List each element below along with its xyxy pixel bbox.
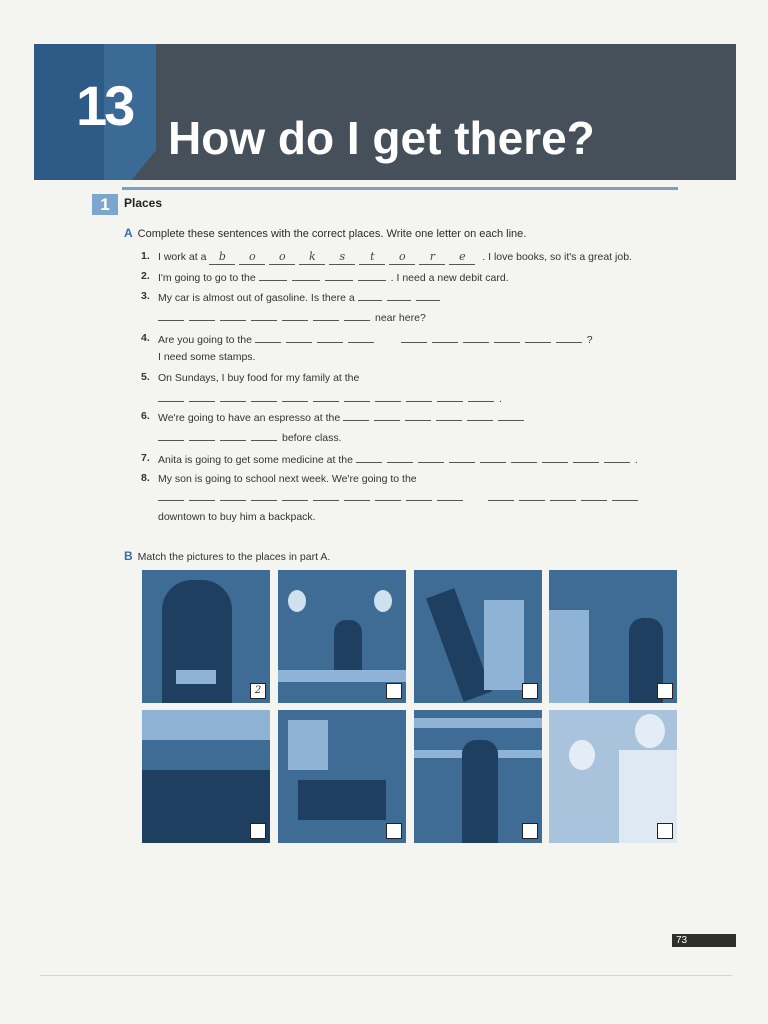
- question-number: 4.: [141, 332, 150, 344]
- part-b-instruction: [124, 549, 330, 563]
- question-7: [158, 452, 638, 467]
- photo-detail: [484, 600, 524, 690]
- photo-post-office: [278, 710, 406, 843]
- answer-blank[interactable]: [437, 391, 463, 402]
- question-6-line-2: [158, 430, 342, 445]
- answer-blank[interactable]: [282, 490, 308, 501]
- question-4-line-2: I need some stamps.: [158, 351, 256, 363]
- photo-detail: [414, 718, 542, 728]
- answer-blank[interactable]: [519, 490, 545, 501]
- answer-blank[interactable]: [374, 410, 400, 421]
- answer-letter[interactable]: o: [269, 250, 295, 265]
- answer-blank[interactable]: [406, 490, 432, 501]
- answer-blank[interactable]: [158, 490, 184, 501]
- question-text-after: before class.: [282, 432, 342, 444]
- answer-blank[interactable]: [313, 391, 339, 402]
- question-text: Are you going to the: [158, 334, 252, 346]
- question-number: 6.: [141, 410, 150, 422]
- question-8: My son is going to school next week. We're going to the: [158, 473, 417, 485]
- answer-box[interactable]: [657, 683, 673, 699]
- answer-blank[interactable]: [251, 391, 277, 402]
- section-number: 1: [92, 194, 118, 215]
- question-1: [158, 250, 632, 265]
- answer-blank[interactable]: [251, 310, 277, 321]
- answer-blank[interactable]: [189, 391, 215, 402]
- photo-detail: [426, 588, 492, 702]
- answer-blank[interactable]: [282, 391, 308, 402]
- answer-blank[interactable]: [313, 490, 339, 501]
- question-text-after: . I love books, so it's a great job.: [482, 251, 632, 263]
- photo-bookstore: [549, 570, 677, 703]
- answer-box[interactable]: [386, 683, 402, 699]
- question-6: [158, 410, 529, 425]
- answer-blank[interactable]: [356, 452, 382, 463]
- question-5: On Sundays, I buy food for my family at the: [158, 372, 360, 384]
- question-number: 3.: [141, 290, 150, 302]
- answer-blank[interactable]: [556, 332, 582, 343]
- answer-blank[interactable]: [375, 490, 401, 501]
- answer-blank[interactable]: [550, 490, 576, 501]
- question-text: My car is almost out of gasoline. Is there a: [158, 292, 355, 304]
- answer-blank[interactable]: [387, 452, 413, 463]
- answer-blank[interactable]: [432, 332, 458, 343]
- photo-figure: [462, 740, 498, 843]
- answer-box[interactable]: [522, 683, 538, 699]
- answer-blank[interactable]: [344, 490, 370, 501]
- answer-blanks[interactable]: [209, 251, 482, 263]
- question-8-line-3: downtown to buy him a backpack.: [158, 511, 316, 523]
- question-number: 2.: [141, 270, 150, 282]
- answer-blank[interactable]: [406, 391, 432, 402]
- answer-letter[interactable]: e: [449, 250, 475, 265]
- answer-box[interactable]: [250, 823, 266, 839]
- photo-detail: [176, 670, 216, 684]
- answer-blank[interactable]: [525, 332, 551, 343]
- part-b-instruction-text: Match the pictures to the places in part A.: [137, 551, 331, 563]
- answer-blank[interactable]: [358, 270, 386, 281]
- photo-pharmacy: [549, 710, 677, 843]
- photo-figure: [569, 740, 595, 770]
- photo-detail: [549, 610, 589, 703]
- answer-letter[interactable]: k: [299, 250, 325, 265]
- answer-box[interactable]: [522, 823, 538, 839]
- photo-coffee-shop: [278, 570, 406, 703]
- answer-blank[interactable]: [259, 270, 287, 281]
- answer-blank[interactable]: [488, 490, 514, 501]
- unit-number: 13: [76, 74, 133, 137]
- question-text-after: . I need a new debit card.: [390, 272, 509, 284]
- answer-blank[interactable]: [604, 452, 630, 463]
- answer-blank[interactable]: [317, 332, 343, 343]
- answer-letter[interactable]: o: [239, 250, 265, 265]
- answer-blank[interactable]: [387, 290, 411, 301]
- part-a-label: A: [124, 226, 133, 240]
- answer-blank[interactable]: [189, 490, 215, 501]
- part-a-instruction-text: Complete these sentences with the correct places. Write one letter on each line.: [137, 228, 527, 240]
- answer-blank[interactable]: [189, 430, 215, 441]
- bottom-rule: [40, 975, 732, 976]
- question-8-line-2: [158, 490, 643, 505]
- answer-blank[interactable]: [449, 452, 475, 463]
- answer-blank[interactable]: [189, 310, 215, 321]
- answer-box[interactable]: [657, 823, 673, 839]
- answer-blank[interactable]: [313, 310, 339, 321]
- answer-blank[interactable]: [436, 410, 462, 421]
- photo-detail: [142, 710, 270, 740]
- answer-blank[interactable]: [220, 391, 246, 402]
- photo-figure: [334, 620, 362, 670]
- question-text: I'm going to go to the: [158, 272, 256, 284]
- answer-letter[interactable]: r: [419, 250, 445, 265]
- answer-blank[interactable]: [542, 452, 568, 463]
- question-4: [158, 332, 593, 347]
- photo-figure: [635, 714, 665, 748]
- answer-blank[interactable]: [480, 452, 506, 463]
- answer-blank[interactable]: [282, 310, 308, 321]
- answer-blank[interactable]: [494, 332, 520, 343]
- page-number: 73: [672, 934, 736, 947]
- answer-blank[interactable]: [220, 310, 246, 321]
- question-text-after: .: [499, 393, 502, 405]
- answer-blank[interactable]: [581, 490, 607, 501]
- question-3: [158, 290, 445, 305]
- answer-blank[interactable]: [405, 410, 431, 421]
- answer-box[interactable]: [386, 823, 402, 839]
- photo-figure: [162, 580, 232, 703]
- unit-title: How do I get there?: [168, 112, 595, 164]
- part-b-label: B: [124, 549, 133, 563]
- answer-blank[interactable]: [358, 290, 382, 301]
- answer-blank[interactable]: [344, 391, 370, 402]
- answer-blank[interactable]: [498, 410, 524, 421]
- answer-blank[interactable]: [437, 490, 463, 501]
- answer-letter[interactable]: o: [389, 250, 415, 265]
- question-text-after: ?: [586, 334, 593, 346]
- answer-blank[interactable]: [467, 410, 493, 421]
- question-number: 8.: [141, 472, 150, 484]
- question-text: Anita is going to get some medicine at the: [158, 454, 353, 466]
- answer-blank[interactable]: [158, 310, 184, 321]
- photo-detail: [374, 590, 392, 612]
- question-5-line-2: [158, 391, 502, 406]
- question-3-line-2: [158, 310, 426, 325]
- photo-gas-station: [414, 570, 542, 703]
- section-title: Places: [124, 196, 163, 210]
- answer-blank[interactable]: [573, 452, 599, 463]
- answer-letter[interactable]: b: [209, 250, 235, 265]
- answer-letter[interactable]: t: [359, 250, 385, 265]
- answer-blank[interactable]: [251, 490, 277, 501]
- photo-supermarket: [414, 710, 542, 843]
- section-rule: [122, 187, 678, 190]
- question-number: 7.: [141, 452, 150, 464]
- photo-detail: [278, 670, 406, 682]
- answer-box[interactable]: 2: [250, 683, 266, 699]
- answer-blank[interactable]: [375, 391, 401, 402]
- answer-blank[interactable]: [343, 410, 369, 421]
- answer-blank[interactable]: [468, 391, 494, 402]
- photo-bank: [142, 570, 270, 703]
- question-text: I work at a: [158, 251, 207, 263]
- photo-department-store: [142, 710, 270, 843]
- answer-blank[interactable]: [292, 270, 320, 281]
- answer-blank[interactable]: [612, 490, 638, 501]
- answer-blank[interactable]: [251, 430, 277, 441]
- answer-blank[interactable]: [158, 391, 184, 402]
- part-a-instruction: [124, 226, 526, 240]
- answer-blank[interactable]: [220, 430, 246, 441]
- answer-blank[interactable]: [511, 452, 537, 463]
- question-2: [158, 270, 509, 285]
- answer-blank[interactable]: [418, 452, 444, 463]
- answer-blank[interactable]: [463, 332, 489, 343]
- question-text-after: .: [634, 454, 638, 466]
- question-text: We're going to have an espresso at the: [158, 412, 341, 424]
- question-number: 1.: [141, 250, 150, 262]
- photo-detail: [288, 590, 306, 612]
- answer-blank[interactable]: [416, 290, 440, 301]
- answer-blank[interactable]: [348, 332, 374, 343]
- question-text-after: near here?: [375, 312, 426, 324]
- answer-blank[interactable]: [158, 430, 184, 441]
- answer-blank[interactable]: [344, 310, 370, 321]
- answer-blank[interactable]: [286, 332, 312, 343]
- photo-detail: [288, 720, 328, 770]
- photo-detail: [298, 780, 386, 820]
- question-number: 5.: [141, 371, 150, 383]
- answer-blank[interactable]: [325, 270, 353, 281]
- answer-letter[interactable]: s: [329, 250, 355, 265]
- answer-blank[interactable]: [401, 332, 427, 343]
- answer-blank[interactable]: [220, 490, 246, 501]
- answer-blank[interactable]: [255, 332, 281, 343]
